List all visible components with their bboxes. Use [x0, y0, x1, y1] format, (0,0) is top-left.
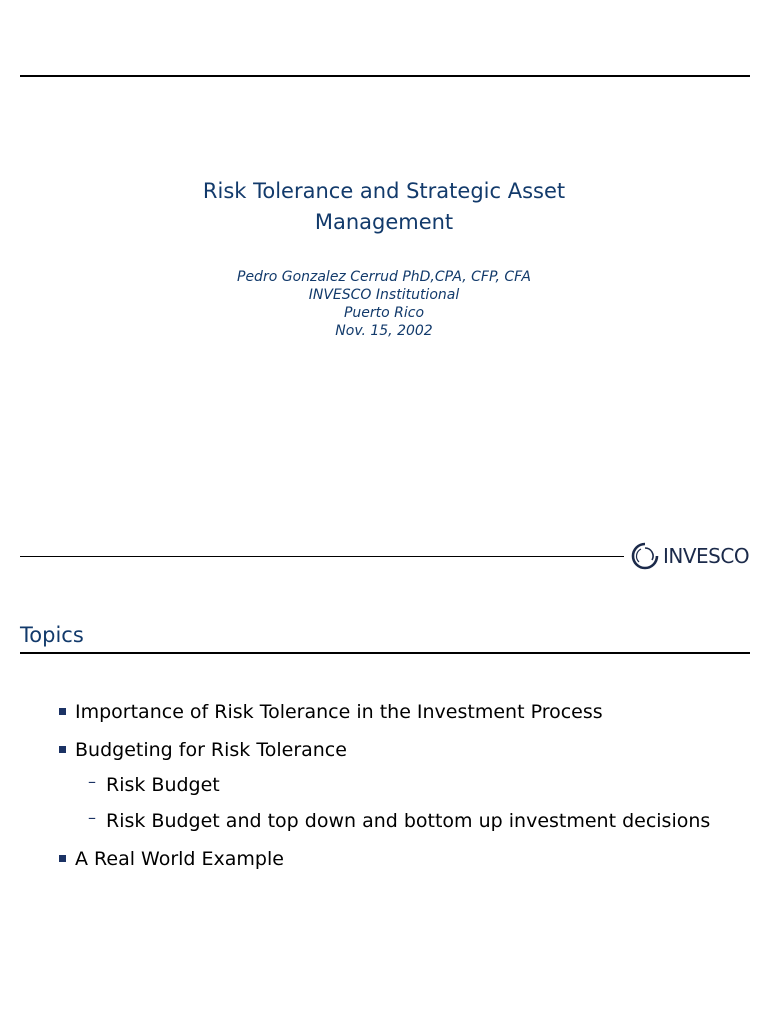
- square-bullet-icon: [59, 708, 66, 715]
- invesco-swirl-icon: [630, 541, 660, 571]
- author-location: Puerto Rico: [343, 305, 425, 321]
- list-item-label: Importance of Risk Tolerance in the Investment Process: [75, 701, 603, 723]
- footer-divider: [20, 556, 624, 557]
- dash-bullet-icon: –: [88, 772, 96, 791]
- invesco-logo-text: INVESCO: [663, 544, 750, 568]
- slide-title-line-2: Management: [314, 210, 454, 234]
- sub-list-item-label: Risk Budget and top down and bottom up investment decisions: [106, 810, 711, 832]
- square-bullet-icon: [59, 746, 66, 753]
- list-item-label: Budgeting for Risk Tolerance: [75, 739, 347, 761]
- dash-bullet-icon: –: [88, 808, 96, 827]
- sub-list-item-label: Risk Budget: [106, 774, 220, 796]
- square-bullet-icon: [59, 855, 66, 862]
- invesco-logo: [630, 540, 749, 572]
- list-item-label: A Real World Example: [75, 848, 284, 870]
- topics-divider: [20, 652, 750, 654]
- list-item: [75, 846, 284, 872]
- slide-title-line-1: Risk Tolerance and Strategic Asset: [202, 179, 566, 203]
- top-divider: [20, 75, 750, 77]
- list-item: [75, 737, 347, 763]
- sub-list-item: [88, 808, 711, 834]
- sub-list-item: [88, 772, 220, 798]
- list-item: [75, 699, 603, 725]
- author-name: Pedro Gonzalez Cerrud PhD,CPA, CFP, CFA: [237, 269, 531, 285]
- author-organization: INVESCO Institutional: [308, 287, 460, 303]
- topics-heading: Topics: [20, 623, 84, 647]
- author-block: [0, 268, 768, 340]
- slide-title-block: [0, 176, 768, 238]
- presentation-date: Nov. 15, 2002: [335, 323, 433, 339]
